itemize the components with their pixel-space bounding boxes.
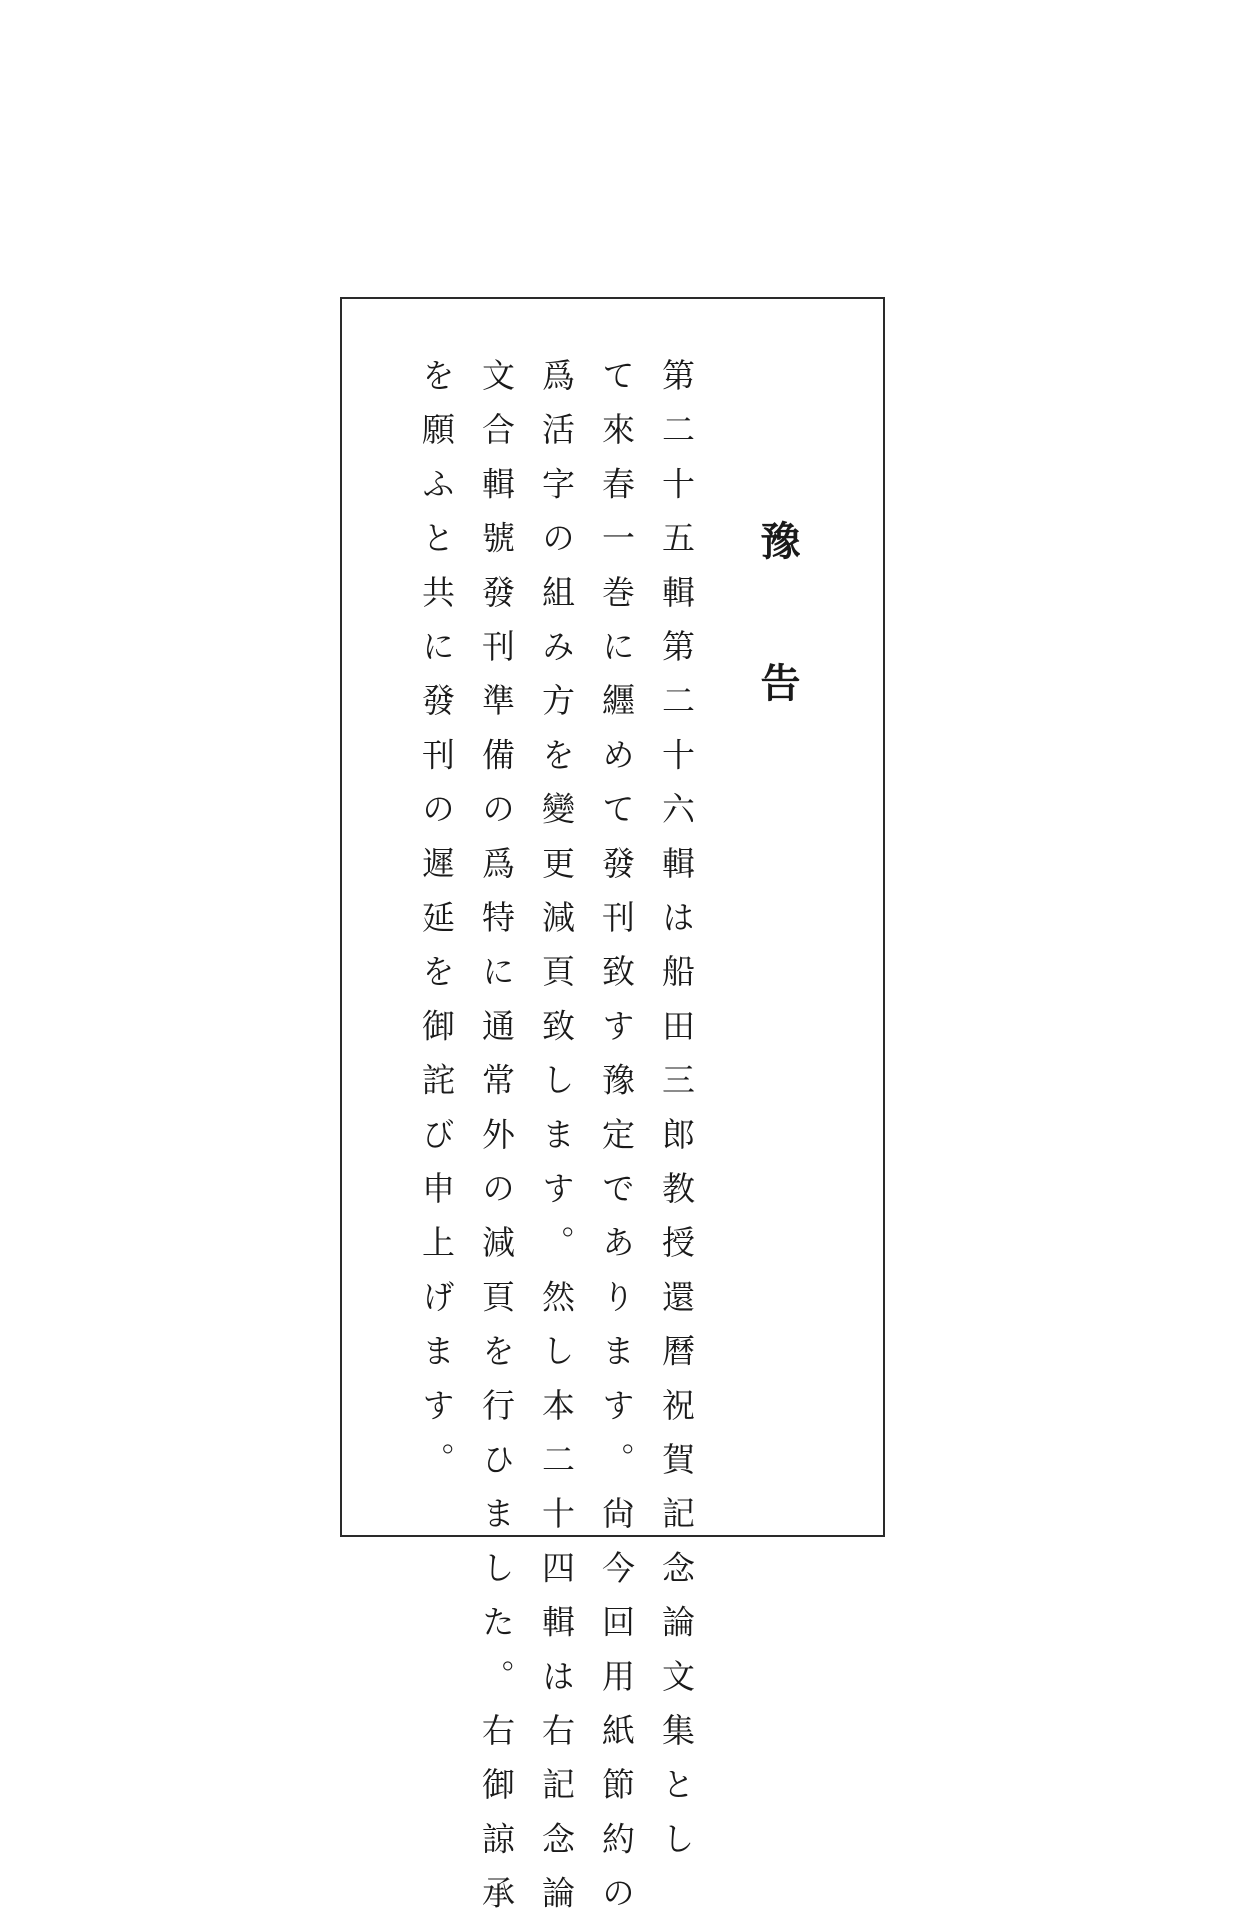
notice-line-1: 第二十五輯第二十六輯は船田三郎教授還曆祝賀記念論文集とし: [657, 358, 696, 1876]
notice-title: 豫告: [754, 520, 801, 804]
notice-line-4: 文合輯號發刊準備の爲特に通常外の減頁を行ひました。右御諒承: [477, 358, 516, 1930]
notice-line-5: を願ふと共に發刊の遲延を御詫び申上げます。: [417, 358, 456, 1497]
notice-line-3: 爲活字の組み方を變更減頁致します。然し本二十四輯は右記念論: [537, 358, 576, 1930]
notice-line-2: て來春一巻に纒めて發刊致す豫定であります。尙今回用紙節約の: [597, 358, 636, 1930]
